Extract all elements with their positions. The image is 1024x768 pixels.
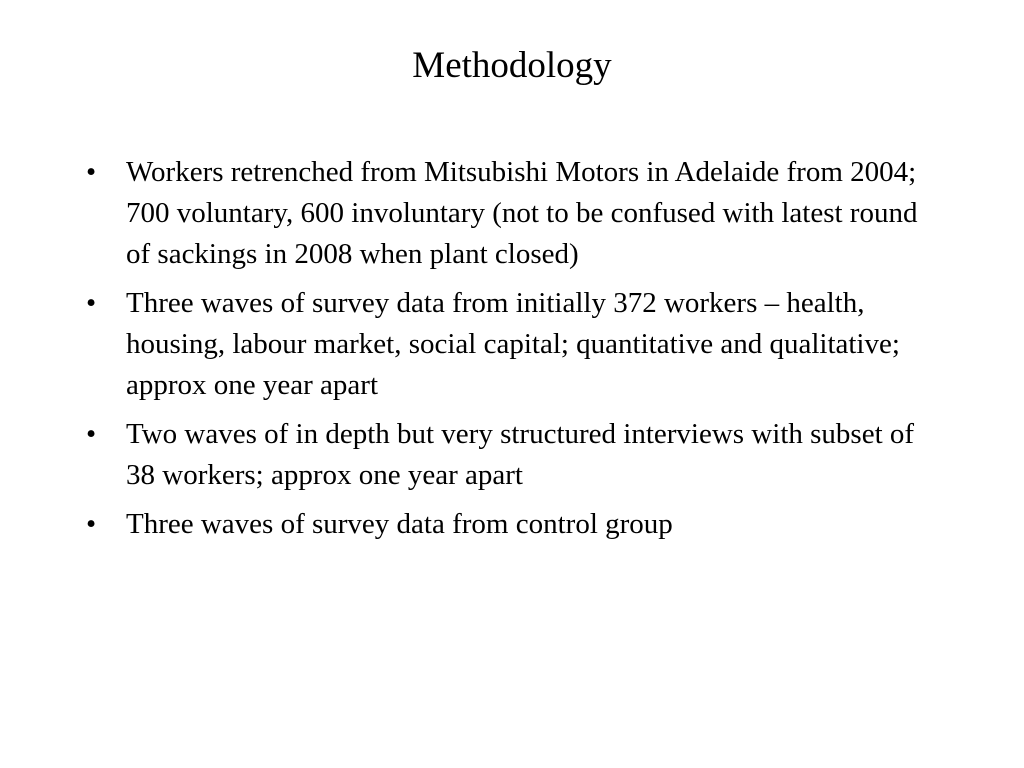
bullet-icon: • bbox=[86, 508, 97, 540]
bullet-list bbox=[86, 152, 946, 553]
bullet-item bbox=[86, 152, 946, 275]
bullet-icon: • bbox=[86, 287, 97, 319]
bullet-item bbox=[86, 283, 946, 406]
bullet-text: Two waves of in depth but very structured interviews with subset of 38 workers; approx one year apart bbox=[126, 418, 915, 491]
bullet-text: Three waves of survey data from control group bbox=[126, 508, 673, 540]
bullet-icon: • bbox=[86, 418, 97, 450]
slide-title: Methodology bbox=[412, 45, 612, 86]
bullet-text: Three waves of survey data from initially 372 workers – health, housing, labour market, social capital; quantitative and qualitative; approx one year apart bbox=[126, 287, 900, 401]
bullet-text: Workers retrenched from Mitsubishi Motors in Adelaide from 2004; 700 voluntary, 600 involuntary (not to be confused with latest round of sackings in 2008 when plant closed) bbox=[126, 156, 918, 270]
bullet-item bbox=[86, 414, 946, 496]
bullet-item bbox=[86, 504, 946, 545]
bullet-icon: • bbox=[86, 156, 97, 188]
